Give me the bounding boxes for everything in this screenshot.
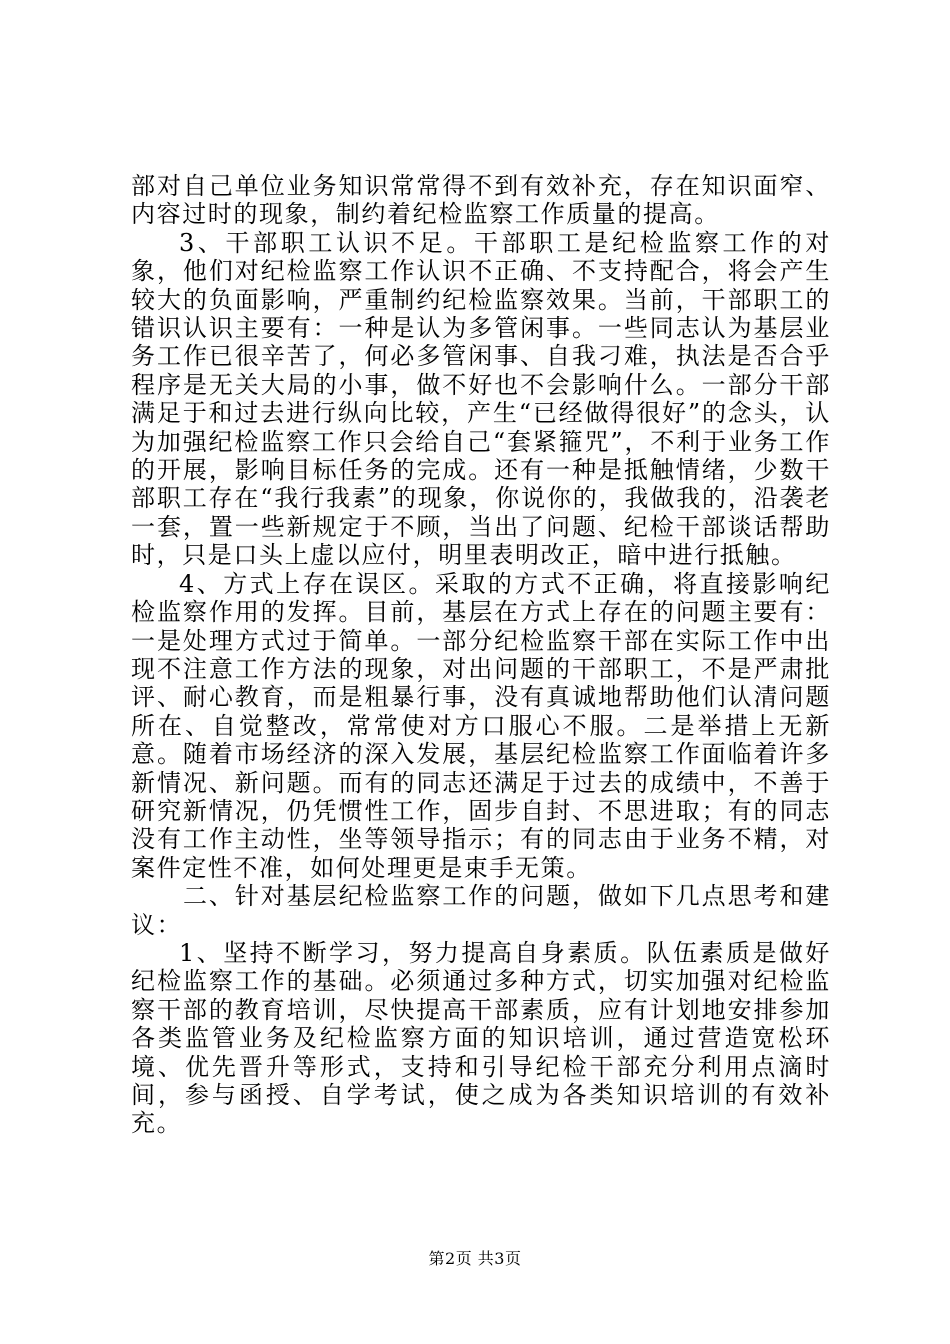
document-body [131,172,831,1138]
page-footer: 第2页 共3页 [428,1249,522,1268]
paragraph-continuation: 部对自己单位业务知识常常得不到有效补充，存在知识面窄、内容过时的现象，制约着纪检监察工作质量的提高。 [131,172,831,229]
section-heading-two: 二、针对基层纪检监察工作的问题，做如下几点思考和建议： [131,882,831,939]
paragraph-point-4: 4、方式上存在误区。采取的方式不正确，将直接影响纪检监察作用的发挥。目前，基层在方式上存在的问题主要有：一是处理方式过于简单。一部分纪检监察干部在实际工作中出现不注意工作方法的现象，对出问题的干部职工，不是严肃批评、耐心教育，而是粗暴行事，没有真诚地帮助他们认清问题所在、自觉整改，常常使对方口服心不服。二是举措上无新意。随着市场经济的深入发展，基层纪检监察工作面临着许多新情况、新问题。而有的同志还满足于过去的成绩中，不善于研究新情况，仍凭惯性工作，固步自封、不思进取；有的同志没有工作主动性，坐等领导指示；有的同志由于业务不精，对案件定性不准，如何处理更是束手无策。 [131,569,831,882]
paragraph-suggestion-1: 1、坚持不断学习，努力提高自身素质。队伍素质是做好纪检监察工作的基础。必须通过多种方式，切实加强对纪检监察干部的教育培训，尽快提高干部素质，应有计划地安排参加各类监管业务及纪检监察方面的知识培训，通过营造宽松环境、优先晋升等形式，支持和引导纪检干部充分利用点滴时间，参与函授、自学考试，使之成为各类知识培训的有效补充。 [131,938,831,1138]
paragraph-point-3: 3、干部职工认识不足。干部职工是纪检监察工作的对象，他们对纪检监察工作认识不正确、不支持配合，将会产生较大的负面影响，严重制约纪检监察效果。当前，干部职工的错识认识主要有：一种是认为多管闲事。一些同志认为基层业务工作已很辛苦了，何必多管闲事、自我刁难，执法是否合乎程序是无关大局的小事，做不好也不会影响什么。一部分干部满足于和过去进行纵向比较，产生“已经做得很好”的念头，认为加强纪检监察工作只会给自己“套紧箍咒”，不利于业务工作的开展，影响目标任务的完成。还有一种是抵触情绪，少数干部职工存在“我行我素”的现象，你说你的，我做我的，沿袭老一套，置一些新规定于不顾，当出了问题、纪检干部谈话帮助时，只是口头上虚以应付，明里表明改正，暗中进行抵触。 [131,228,831,570]
